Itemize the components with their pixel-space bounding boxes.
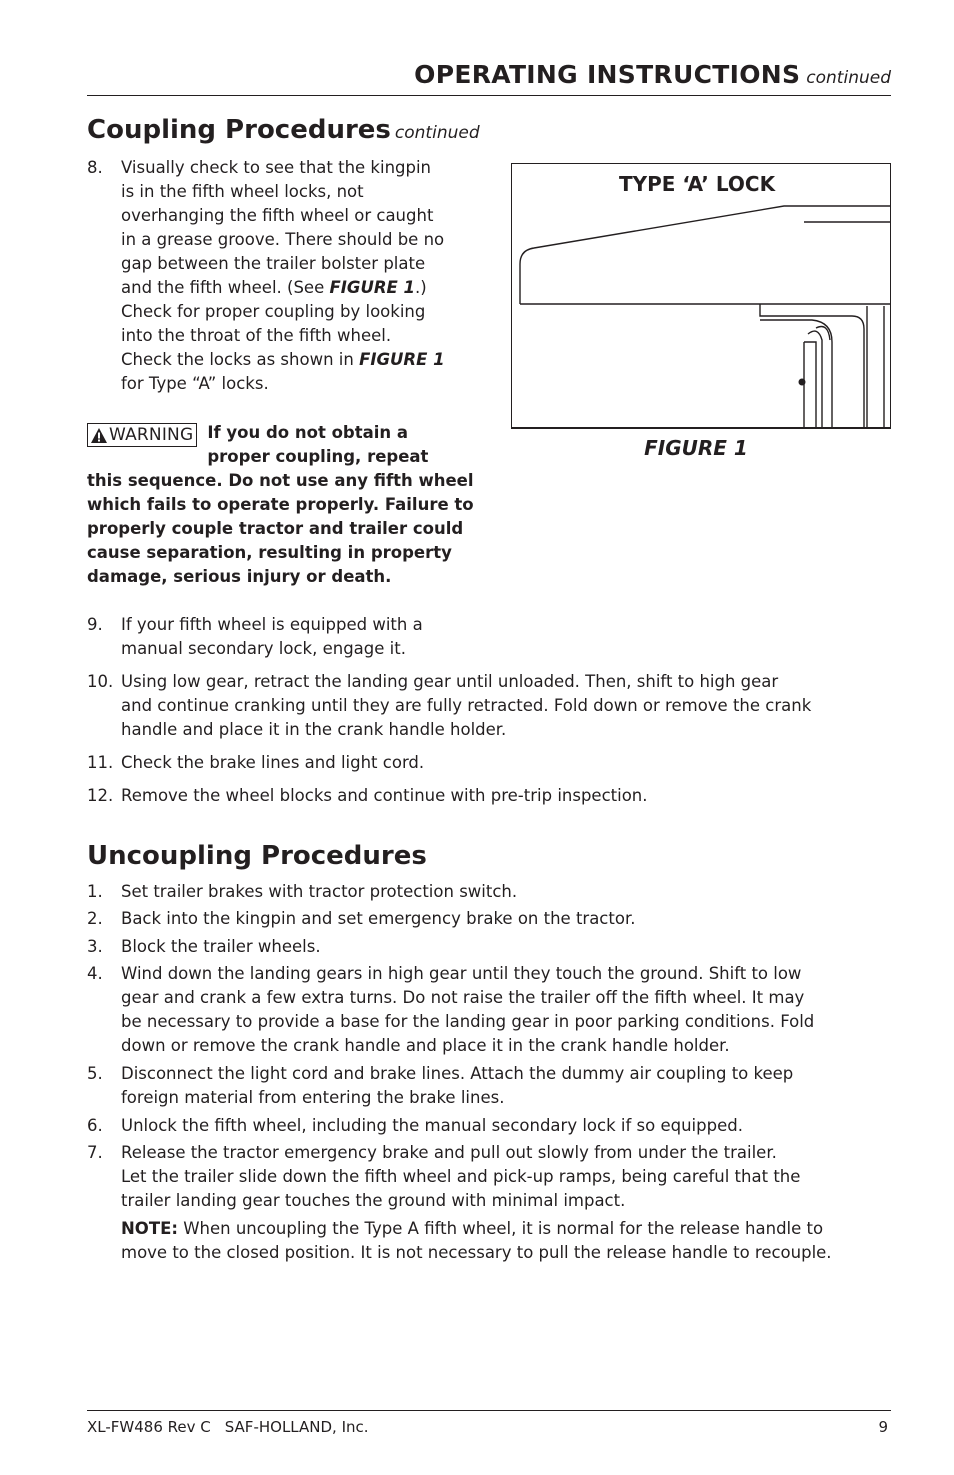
header-continued: continued [806,68,891,88]
item-number: 10. [87,672,114,691]
header-title: OPERATING INSTRUCTIONS [414,60,801,89]
item-line: Block the trailer wheels. [121,937,321,956]
footer-company: SAF-HOLLAND, Inc. [224,1418,369,1436]
uncoupling-item-2 [87,907,891,931]
warning-line: this sequence. Do not use any fifth wheel [87,471,474,490]
footer-doc-info [87,1418,369,1436]
item-line: be necessary to provide a base for the landing gear in poor parking conditions. Fold [121,1012,815,1031]
item-number: 4. [87,964,103,983]
item-line: Check for proper coupling by looking [121,302,426,321]
type-a-lock-drawing [512,164,890,428]
warning-line: proper coupling, repeat [207,447,429,466]
coupling-item-11 [87,751,891,775]
item-line: Remove the wheel blocks and continue with pre-trip inspection. [121,786,648,805]
uncoupling-item-6 [87,1114,891,1138]
warning-line: If you do not obtain a [207,423,409,442]
coupling-title-text: Coupling Procedures [87,115,391,145]
uncoupling-item-1 [87,880,891,904]
warning-badge [87,423,197,447]
note [121,1217,891,1265]
coupling-item-12 [87,784,891,808]
item-number: 1. [87,882,103,901]
item-line-part: .) [415,278,427,297]
item-line-part: and the fifth wheel. (See [121,278,330,297]
item-line: If your fifth wheel is equipped with a [121,615,423,634]
item-line: overhanging the fifth wheel or caught [121,206,434,225]
coupling-continued: continued [394,123,480,143]
item-line: Set trailer brakes with tractor protection switch. [121,882,518,901]
figure-caption: FIGURE 1 [644,436,748,460]
item-line: trailer landing gear touches the ground with minimal impact. [121,1191,626,1210]
note-label: NOTE: [121,1219,178,1238]
figure-label: TYPE ‘A’ LOCK [618,172,776,196]
footer-doc-number: XL-FW486 Rev C [87,1418,211,1436]
item-line: Back into the kingpin and set emergency brake on the tractor. [121,909,636,928]
figure-ref: FIGURE 1 [329,278,416,297]
item-line: Using low gear, retract the landing gear until unloaded. Then, shift to high gear [121,672,779,691]
item-number: 8. [87,158,103,177]
warning-line: damage, serious injury or death. [87,567,392,586]
item-line: gear and crank a few extra turns. Do not raise the trailer off the fifth wheel. It may [121,988,805,1007]
figure-1-illustration [511,163,891,429]
item-number: 7. [87,1143,103,1162]
item-line: foreign material from entering the brake lines. [121,1088,505,1107]
item-number: 5. [87,1064,103,1083]
note-line: move to the closed position. It is not necessary to pull the release handle to recouple. [121,1243,832,1262]
item-number: 6. [87,1116,103,1135]
figure-ref: FIGURE 1 [359,350,445,369]
item-line-part: Check the locks as shown in [121,350,360,369]
item-line: is in the fifth wheel locks, not [121,182,364,201]
uncoupling-item-5 [87,1062,891,1110]
warning-line: properly couple tractor and trailer could [87,519,464,538]
item-number: 2. [87,909,103,928]
note-line [121,1217,891,1241]
warning-block [87,421,477,589]
item-line: manual secondary lock, engage it. [121,639,406,658]
item-line [121,276,491,300]
warning-line: cause separation, resulting in property [87,543,452,562]
item-number: 3. [87,937,103,956]
warning-badge-text: WARNING [109,425,194,445]
warning-line: which fails to operate properly. Failure to [87,495,474,514]
page-header [87,60,891,96]
item-line [121,348,491,372]
item-line: Unlock the fifth wheel, including the manual secondary lock if so equipped. [121,1116,743,1135]
item-line: Wind down the landing gears in high gear until they touch the ground. Shift to low [121,964,802,983]
item-line: gap between the trailer bolster plate [121,254,426,273]
footer-rule [87,1410,891,1411]
item-number: 12. [87,786,114,805]
item-line: Disconnect the light cord and brake lines. Attach the dummy air coupling to keep [121,1064,794,1083]
uncoupling-item-4 [87,962,891,1058]
note-text: When uncoupling the Type A fifth wheel, it is normal for the release handle to [177,1219,824,1238]
uncoupling-item-7 [87,1141,891,1266]
item-number: 11. [87,753,114,772]
item-line: in a grease groove. There should be no [121,230,445,249]
item-line: Check the brake lines and light cord. [121,753,425,772]
item-line: Release the tractor emergency brake and pull out slowly from under the trailer. [121,1143,777,1162]
item-line: down or remove the crank handle and place it in the crank handle holder. [121,1036,730,1055]
page-number: 9 [878,1418,888,1436]
item-line: Let the trailer slide down the fifth wheel and pick-up ramps, being careful that the [121,1167,801,1186]
coupling-title [87,114,480,149]
coupling-item-10 [87,670,891,742]
item-line: for Type “A” locks. [121,374,269,393]
uncoupling-item-3 [87,935,891,959]
item-line: handle and place it in the crank handle holder. [121,720,507,739]
item-line: Visually check to see that the kingpin [121,158,432,177]
warning-triangle-icon [91,428,107,443]
uncoupling-title: Uncoupling Procedures [87,841,427,871]
coupling-item-9 [87,613,487,661]
item-line: into the throat of the fifth wheel. [121,326,392,345]
item-number: 9. [87,615,103,634]
item-line: and continue cranking until they are fully retracted. Fold down or remove the crank [121,696,812,715]
coupling-item-8 [87,156,487,396]
